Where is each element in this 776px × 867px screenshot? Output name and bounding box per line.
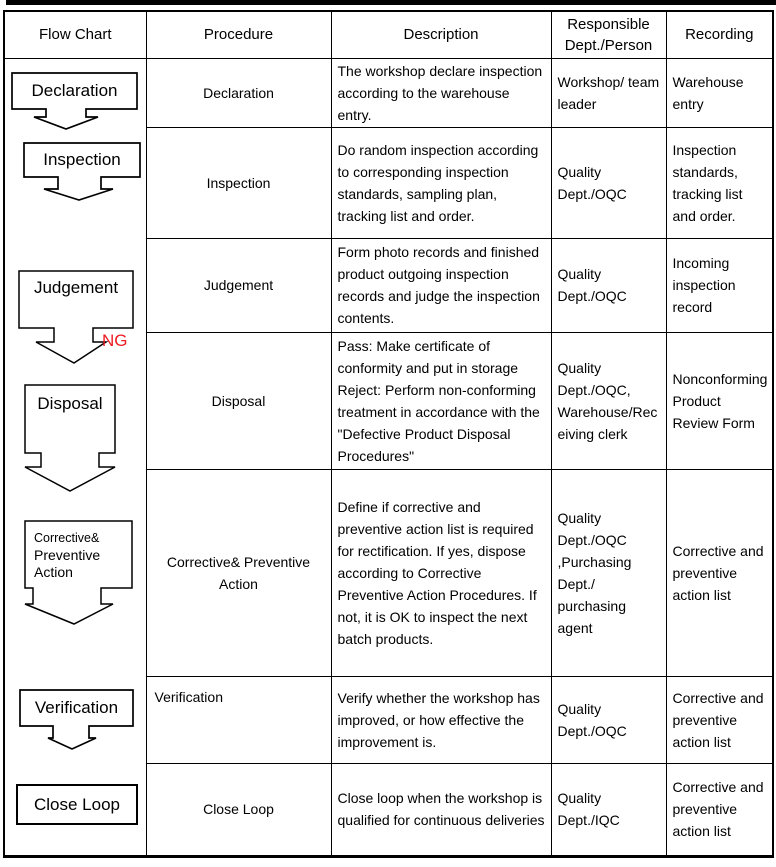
flow-node-close-loop (16, 784, 138, 825)
cell-recording: Incoming inspection record (666, 238, 773, 332)
cell-recording: Nonconforming Product Review Form (666, 332, 773, 469)
cell-procedure: Inspection (146, 127, 331, 238)
ng-label: NG (102, 330, 128, 350)
flowchart-canvas (5, 59, 146, 855)
cell-recording: Corrective and preventive action list (666, 677, 773, 764)
col-header-procedure: Procedure (146, 11, 331, 58)
cell-description: Define if corrective and preventive action list is required for rectification. If yes, dispose according to Corrective Preventive Action Procedures. If not, it is OK to inspect the next batch products. (331, 469, 551, 676)
cell-recording: Warehouse entry (666, 58, 773, 127)
node-label: Corrective& Preventive Action (34, 530, 101, 580)
flow-node-corrective-preventive-action (24, 520, 133, 625)
node-label: Declaration (31, 80, 118, 100)
flow-node-judgement (18, 270, 134, 364)
cell-recording: Inspection standards, tracking list and order. (666, 127, 773, 238)
cell-description: Verify whether the workshop has improved, or how effective the improvement is. (331, 677, 551, 764)
cell-procedure: Judgement (146, 238, 331, 332)
flow-node-disposal (24, 384, 116, 492)
cell-responsible: Workshop/ team leader (551, 58, 666, 127)
cell-recording: Corrective and preventive action list (666, 764, 773, 856)
cell-responsible: Quality Dept./OQC (551, 238, 666, 332)
cell-description: Do random inspection according to corresponding inspection standards, sampling plan, tracking list and order. (331, 127, 551, 238)
col-header-recording: Recording (666, 11, 773, 58)
node-label: Judgement (33, 277, 119, 297)
cell-responsible: Quality Dept./OQC, Warehouse/Receiving clerk (551, 332, 666, 469)
procedure-table (3, 10, 774, 858)
cell-procedure: Disposal (146, 332, 331, 469)
cell-description: Close loop when the workshop is qualified for continuous deliveries (331, 764, 551, 856)
node-label: Verification (34, 697, 119, 717)
cell-procedure: Verification (146, 677, 331, 764)
node-label: Disposal (37, 393, 103, 413)
cell-procedure: Declaration (146, 58, 331, 127)
flowchart-column (4, 58, 146, 856)
header-row (4, 11, 773, 58)
table-row (4, 58, 773, 127)
node-label: Inspection (43, 149, 121, 169)
cell-responsible: Quality Dept./OQC ,Purchasing Dept./ purchasing agent (551, 469, 666, 676)
cell-description: The workshop declare inspection according to the warehouse entry. (331, 58, 551, 127)
col-header-flow-chart: Flow Chart (4, 11, 146, 58)
cell-description: Form photo records and finished product outgoing inspection records and judge the inspection contents. (331, 238, 551, 332)
flow-node-inspection (23, 142, 141, 201)
col-header-description: Description (331, 11, 551, 58)
col-header-responsible: Responsible Dept./Person (551, 11, 666, 58)
flow-node-verification (19, 689, 134, 750)
cell-responsible: Quality Dept./OQC (551, 677, 666, 764)
cell-recording: Corrective and preventive action list (666, 469, 773, 676)
cell-description: Pass: Make certificate of conformity and put in storage Reject: Perform non-conforming treatment in accordance with the "Defective Product Disposal Procedures" (331, 332, 551, 469)
cell-responsible: Quality Dept./OQC (551, 127, 666, 238)
cell-procedure: Close Loop (146, 764, 331, 856)
cell-responsible: Quality Dept./IQC (551, 764, 666, 856)
top-rule (6, 0, 776, 5)
cell-procedure: Corrective& Preventive Action (146, 469, 331, 676)
node-label: Close Loop (33, 794, 120, 814)
flow-node-declaration (11, 72, 138, 130)
